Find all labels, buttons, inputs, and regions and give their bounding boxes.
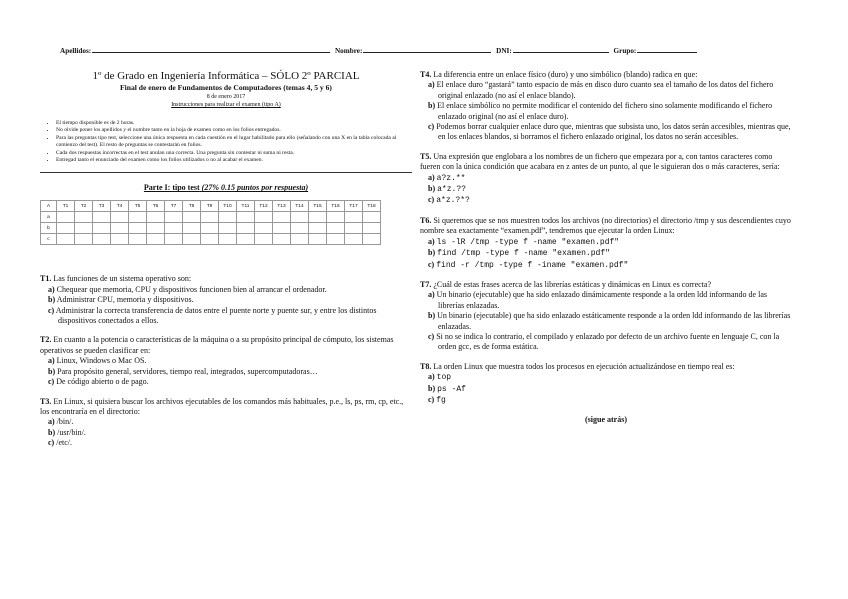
questions-left [40,274,412,448]
answer-cell[interactable] [93,212,111,223]
answer-cell[interactable] [201,223,219,234]
grid-row-label: c [41,234,57,245]
dni-label: DNI: [496,47,512,55]
answer-cell[interactable] [75,234,93,245]
answer-cell[interactable] [291,234,309,245]
answer-cell[interactable] [111,212,129,223]
question-text: La diferencia entre un enlace físico (duro) y uno simbólico (blando) radica en que: [433,70,698,79]
question-number: T6. [420,215,432,225]
grid-column-header: T6 [147,201,165,212]
part1-title [40,183,412,192]
option-key: b) [428,311,436,321]
answer-cell[interactable] [201,212,219,223]
answer-cell[interactable] [237,223,255,234]
option-text: Administrar la correcta transferencia de datos entre el puente norte y puente sur, y entre los distintos dispositivos conectados a ellos. [55,305,377,326]
question-stem [40,397,412,418]
option-text: /bin/. [56,417,74,427]
grid-column-header: T8 [183,201,201,212]
question-stem [420,152,792,173]
apellidos-field[interactable] [92,46,330,53]
answer-cell[interactable] [147,223,165,234]
answer-option [40,356,412,366]
question [420,280,792,353]
answer-cell[interactable] [147,234,165,245]
option-text: Linux, Windows o Mac OS. [56,356,147,366]
answer-cell[interactable] [57,223,75,234]
instruction-item: • Cada dos respuestas incorrectas en el test anulan una correcta. Una pregunta sin contestar ni suma ni resta. [56,150,412,157]
answer-cell[interactable] [345,212,363,223]
answer-cell[interactable] [309,234,327,245]
option-text: Podemos borrar cualquier enlace duro que, mientras que subsista uno, los datos serán accesibles, mientras que, en los enlaces blandos, si borramos el fichero enlazado original, los datos no serán accesibles. [436,122,791,142]
grid-column-header: T18 [363,201,381,212]
answer-option [420,372,792,383]
answer-cell[interactable] [273,223,291,234]
grid-corner: A [41,201,57,212]
answer-option [420,80,792,101]
exam-title: 1º de Grado en Ingeniería Informática – SÓLO 2º PARCIAL [92,70,360,82]
answer-cell[interactable] [129,212,147,223]
answer-cell[interactable] [183,234,201,245]
answer-cell[interactable] [57,234,75,245]
question-text: En cuanto a la potencia o características de la máquina o a su propósito principal de cómputo, los sistemas operativos se pueden clasificar en: [40,335,394,355]
grid-column-header: T13 [273,201,291,212]
option-text: Administrar CPU, memoria y dispositivos. [56,295,194,305]
question-number: T4. [420,70,432,79]
option-key: b) [48,295,56,305]
option-key: c) [428,259,435,269]
answer-cell[interactable] [129,234,147,245]
option-key: c) [428,195,435,205]
option-key: a) [428,372,435,382]
grupo-label: Grupo: [613,47,637,55]
answer-option [420,248,792,259]
part1-label: Parte I: tipo test [143,183,200,193]
answer-cell[interactable] [345,234,363,245]
answer-option [40,285,412,295]
question-text: La orden Linux que muestra todos los procesos en ejecución actualizándose en tiempo real es: [433,361,735,371]
question [40,274,412,326]
divider [40,172,412,173]
option-text: Chequear que memoria, CPU y dispositivos funcionen bien al arrancar el ordenador. [56,284,327,294]
left-column [40,70,412,458]
question-text: En Linux, si quisiera buscar los archivos ejecutables de los comandos más habituales, p.e., ls, ps, rm, cp, etc., los encontraría en el directorio: [40,396,404,416]
option-key: b) [48,427,56,437]
option-text: Si no se indica lo contrario, el compilado y enlazado por defecto de un archivo fuente en lenguaje C, con la orden gcc, es de forma estática. [436,331,780,352]
question-stem [40,335,412,356]
instruction-item: • El tiempo disponible es de 2 horas. [56,120,412,127]
answer-option [40,428,412,438]
answer-cell[interactable] [291,212,309,223]
option-text: El enlace simbólico no permite modificar el contenido del fichero sino solamente modificando el fichero enlazado original (no así el enlace duro). [437,101,773,121]
dni-field[interactable] [513,46,609,53]
answer-option [420,384,792,395]
question-number: T3. [40,396,52,406]
answer-option [420,184,792,195]
answer-cell[interactable] [237,212,255,223]
answer-cell[interactable] [75,212,93,223]
answer-option [40,438,412,448]
grid-column-header: T5 [129,201,147,212]
answer-cell[interactable] [273,234,291,245]
grid-column-header: T11 [237,201,255,212]
option-key: b) [428,184,436,194]
question [420,362,792,407]
question-number: T7. [420,279,432,289]
answer-cell[interactable] [93,234,111,245]
apellidos-label: Apellidos: [60,47,92,55]
answer-cell[interactable] [345,223,363,234]
option-key: a) [428,290,435,300]
grid-row-label: b [41,223,57,234]
answer-option [420,237,792,248]
option-key: b) [428,248,436,258]
question-number: T1. [40,274,52,284]
grid-column-header: T9 [201,201,219,212]
question-stem [420,216,792,237]
answer-cell[interactable] [165,212,183,223]
grid-column-header: T12 [255,201,273,212]
continue-note: (sigue atrás) [585,415,627,425]
instructions-list [40,120,412,164]
answer-option [420,195,792,206]
option-key: c) [48,438,55,448]
question-text: Si queremos que se nos muestren todos los archivos (no directorios) el directorio /tmp y sus descendientes cuyo nombre sea exactamente “examen.pdf”, tendremos que ejecutar la orden Linux: [420,215,791,236]
option-text: ls -lR /tmp -type f -name "examen.pdf" [436,237,620,247]
option-text: a*z.?? [437,185,466,195]
option-key: a) [48,417,55,427]
option-key: b) [428,101,436,111]
question [40,397,412,449]
answer-cell[interactable] [273,212,291,223]
answer-cell[interactable] [75,223,93,234]
nombre-label: Nombre: [334,47,363,55]
option-key: c) [428,122,435,132]
option-key: c) [48,377,55,387]
question-number: T5. [420,151,432,161]
option-text: fg [436,395,446,405]
answer-option [420,173,792,184]
answer-cell[interactable] [255,212,273,223]
answer-option [40,377,412,387]
answer-option [40,295,412,305]
question-stem [420,280,792,290]
answer-cell[interactable] [129,223,147,234]
option-key: a) [48,284,55,294]
answer-cell[interactable] [147,212,165,223]
answer-cell[interactable] [165,234,183,245]
part1-weight: (27% 0.15 puntos por respuesta) [201,183,309,193]
question-stem [420,70,792,80]
grid-column-header: T14 [291,201,309,212]
instructions-title: Instrucciones para realizar el examen (tipo A) [171,102,281,108]
grid-column-header: T10 [219,201,237,212]
right-column [420,70,792,424]
answer-cell[interactable] [219,234,237,245]
question [420,216,792,271]
option-key: a) [428,80,435,90]
grid-column-header: T17 [345,201,363,212]
option-text: Un binario (ejecutable) que ha sido enlazado dinámicamente responde a la orden ldd informando de las librerías enlazadas. [436,290,767,310]
answer-option [420,260,792,271]
answer-option [420,311,792,332]
option-text: De código abierto o de pago. [56,377,149,387]
answer-cell[interactable] [219,223,237,234]
answer-cell[interactable] [327,234,345,245]
grupo-field[interactable] [637,46,697,53]
option-text: El enlace duro “gastará” tanto espacio de más en disco duro cuanto sea el tamaño de los datos del fichero original enlazado (no así el enlace blando). [436,80,774,100]
answer-cell[interactable] [309,212,327,223]
questions-right [420,70,792,406]
option-key: b) [48,366,56,376]
option-text: Para propósito general, servidores, tiempo real, integrados, supercomputadoras… [57,366,318,376]
answer-cell[interactable] [255,223,273,234]
grid-column-header: T1 [57,201,75,212]
answer-option [40,367,412,377]
option-text: Un binario (ejecutable) que ha sido enlazado estáticamente responde a la orden ldd informando de las librerías enlazadas. [437,311,791,331]
option-text: /usr/bin/. [57,427,86,437]
grid-column-header: T4 [111,201,129,212]
answer-cell[interactable] [57,212,75,223]
answer-cell[interactable] [111,234,129,245]
answer-cell[interactable] [93,223,111,234]
grid-column-header: T3 [93,201,111,212]
option-text: ps -Af [437,384,466,394]
option-key: c) [48,305,55,315]
grid-column-header: T2 [75,201,93,212]
grid-column-header: T7 [165,201,183,212]
answer-cell[interactable] [327,223,345,234]
exam-date: 8 de enero 2017 [206,94,246,100]
option-text: find /tmp -type f -name "examen.pdf" [437,249,610,259]
answer-cell[interactable] [183,212,201,223]
answer-cell[interactable] [291,223,309,234]
option-key: a) [428,236,435,246]
grid-column-header: T15 [309,201,327,212]
option-key: a) [428,172,435,182]
answer-option [40,417,412,427]
answer-option [420,101,792,122]
answer-cell[interactable] [327,212,345,223]
answer-cell[interactable] [165,223,183,234]
nombre-field[interactable] [363,46,491,53]
option-key: c) [428,331,435,341]
option-text: /etc/. [56,438,72,448]
exam-subtitle: Final de enero de Fundamentos de Computadores (temas 4, 5 y 6) [120,83,332,92]
question-stem [420,362,792,372]
instruction-item: • Para las preguntas tipo test, seleccione una única respuesta en cada cuestión en el lugar habilitado para ello (señalando con una X en la tabla colocada al comienzo del test). El resto de preguntas se contestarán en folios. [56,135,412,150]
answer-cell[interactable] [183,223,201,234]
question-number: T8. [420,361,432,371]
question-text: Las funciones de un sistema operativo son: [53,274,192,284]
question [420,70,792,143]
answer-cell[interactable] [111,223,129,234]
option-text: a?z.** [436,173,466,183]
option-text: a*z.?*? [436,196,470,206]
answer-option [420,290,792,311]
option-key: a) [48,356,55,366]
question-text: ¿Cuál de estas frases acerca de las librerías estáticas y dinámicas en Linux es correcta? [433,279,711,289]
answer-option [420,332,792,353]
answer-cell[interactable] [309,223,327,234]
option-text: find -r /tmp -type f -iname "examen.pdf" [436,260,629,270]
grid-column-header: T16 [327,201,345,212]
question-stem [40,274,412,284]
question [40,335,412,387]
option-key: b) [428,383,436,393]
answer-option [40,306,412,327]
answer-cell[interactable] [255,234,273,245]
answer-cell[interactable] [363,212,381,223]
answer-cell[interactable] [219,212,237,223]
instruction-item: • Entregad tanto el enunciado del examen como los folios utilizados o no al acabar el examen. [56,157,412,164]
option-text: top [436,373,452,383]
answer-grid [40,200,381,245]
student-info-header [60,46,720,55]
instruction-item: • No olvide poner los apellidos y el nombre tanto en la hoja de examen como en los folios entregados. [56,127,412,134]
answer-cell[interactable] [201,234,219,245]
answer-cell[interactable] [237,234,255,245]
answer-cell[interactable] [363,223,381,234]
question [420,152,792,207]
question-number: T2. [40,335,52,345]
option-key: c) [428,394,435,404]
grid-row-label: a [41,212,57,223]
answer-option [420,395,792,406]
question-text: Una expresión que englobara a los nombres de un fichero que empezara por a, con tantos caracteres como fueren con la única condición que acabara en z antes de un punto, al que le siguieran dos o más caracteres, sería: [420,151,780,172]
answer-option [420,122,792,143]
answer-cell[interactable] [363,234,381,245]
